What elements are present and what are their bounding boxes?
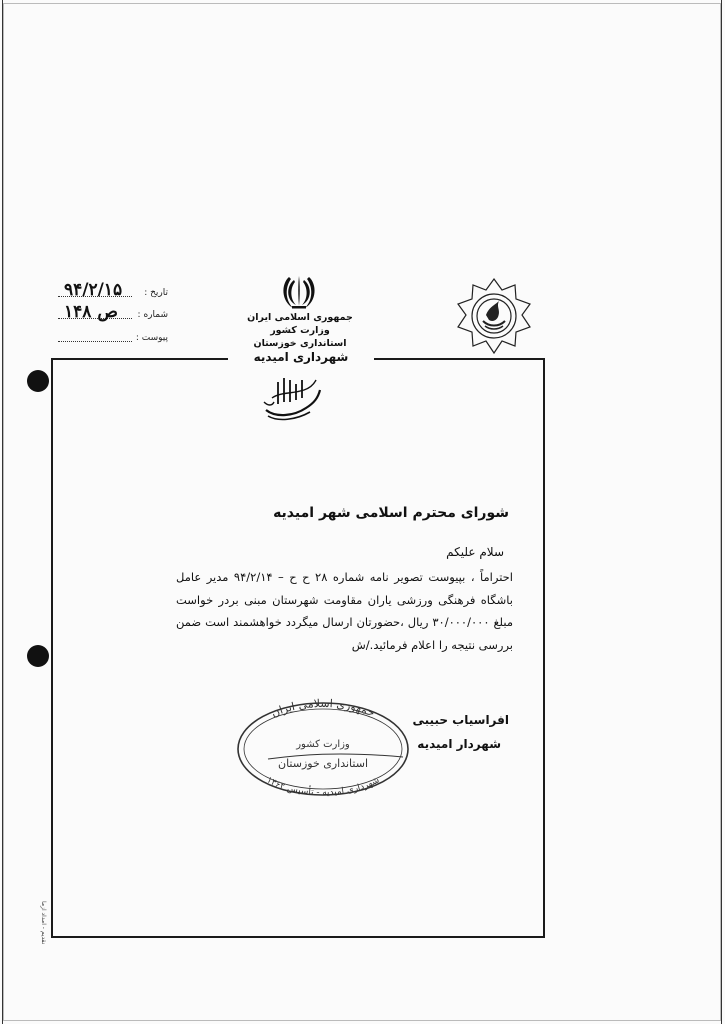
number-value: ۱۴۸ ص — [64, 302, 118, 322]
municipality-logo — [453, 277, 535, 357]
side-note: نقدیم - امداد آزما — [40, 900, 47, 944]
salutation: سلام علیکم — [446, 545, 504, 559]
official-seal — [228, 697, 418, 797]
seal-text-province: استانداری خوزستان — [277, 757, 369, 770]
signer-title: شهردار امیدیه — [417, 737, 501, 751]
letter-body: احتراماً ، بپیوست تصویر نامه شماره ۲۸ ح ح – ۹۴/۲/۱۴ مدیر عامل باشگاه فرهنگی ورزشی یاران مقاومت شهرستان مبنی بردر خواست مبلغ ۳۰/۰۰۰/۰۰۰ ریال ،حضورتان ارسال میگردد خواهشمند است ضمن بررسی نتیجه را اعلام فرمائید./ش — [176, 570, 513, 652]
signer-name: افراسیاب حبیبی — [412, 713, 509, 727]
seal-text-ministry: وزارت کشور — [296, 739, 350, 750]
scan-edge-left — [2, 0, 3, 1024]
date-value: ۹۴/۲/۱۵ — [64, 280, 123, 300]
basmala-calligraphy — [258, 372, 324, 424]
recipient-heading: شورای محترم اسلامی شهر امیدیه — [273, 505, 509, 521]
punch-hole-bottom — [27, 645, 49, 667]
attachment-label: پیوست : — [135, 333, 168, 343]
date-field — [58, 280, 168, 302]
seal-text-country: جمهوری اسلامی ایران — [269, 697, 377, 720]
org-ministry: وزارت کشور — [270, 325, 330, 336]
punch-hole-top — [27, 370, 49, 392]
number-field — [58, 302, 168, 324]
seal-text-municipality: شهرداری امیدیه - تأسیس ۱۳۶۲ — [264, 775, 382, 797]
svg-text:جمهوری اسلامی ایران — [269, 697, 376, 720]
date-label: تاریخ : — [144, 288, 168, 298]
number-label: شماره : — [137, 310, 168, 320]
attachment-field — [58, 331, 168, 347]
scan-edge-right — [721, 0, 722, 1024]
org-country: جمهوری اسلامی ایران — [247, 312, 353, 323]
svg-text:شهرداری امیدیه - تأسیس ۱۳۶۲ — [265, 775, 382, 797]
iran-emblem-icon — [278, 272, 320, 312]
org-province: استانداری خوزستان — [253, 338, 347, 349]
municipality-title: شهرداری امیدیه — [228, 350, 374, 364]
